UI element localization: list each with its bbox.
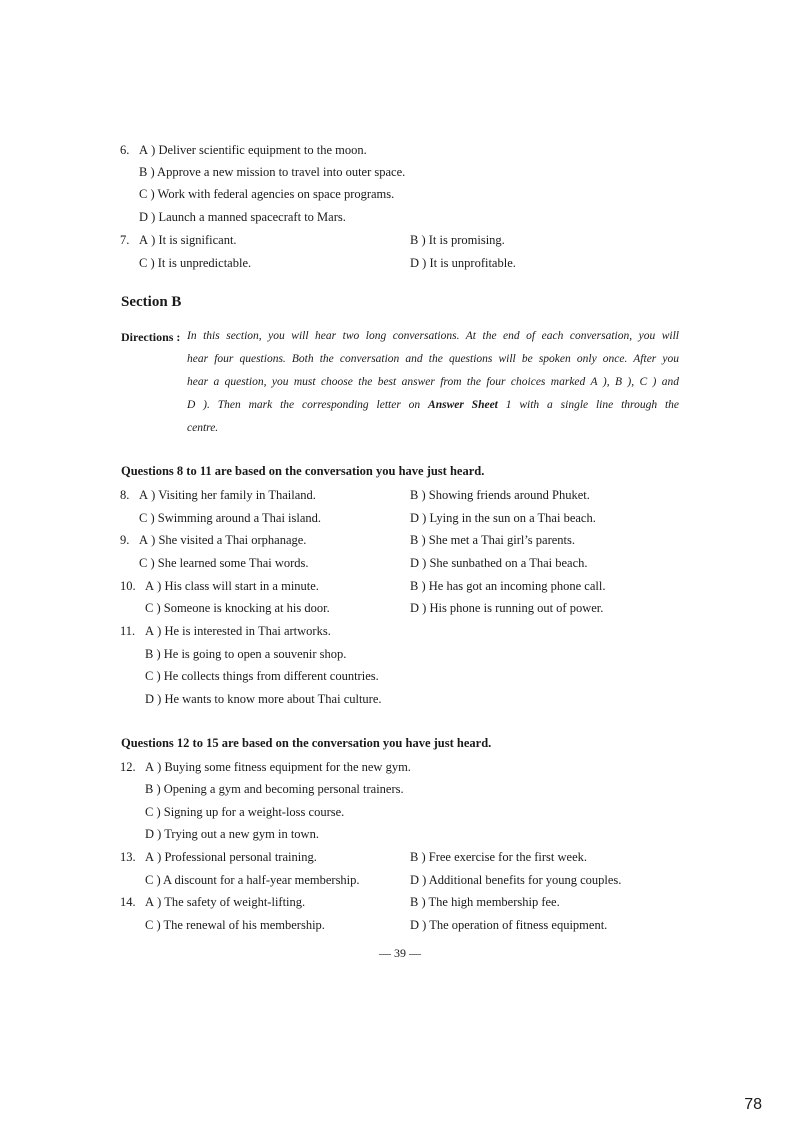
option-a: A ) Professional personal training.	[145, 850, 317, 864]
option-d: D ) She sunbathed on a Thai beach.	[410, 556, 588, 570]
option-b: B ) It is promising.	[410, 233, 505, 247]
directions-line	[187, 399, 679, 411]
question-number: 6.	[120, 143, 130, 157]
question-number: 10.	[120, 579, 136, 593]
question-number: 7.	[120, 233, 130, 247]
question-number: 8.	[120, 488, 130, 502]
option-c: C ) Signing up for a weight-loss course.	[145, 805, 345, 819]
option-c: C ) She learned some Thai words.	[139, 556, 309, 570]
option-c: C ) A discount for a half-year membership.	[145, 873, 360, 887]
question-number: 12.	[120, 760, 136, 774]
question-number: 14.	[120, 895, 136, 909]
option-a: A ) Deliver scientific equipment to the moon.	[139, 143, 367, 157]
option-d: D ) Additional benefits for young couples.	[410, 873, 622, 887]
option-c: C ) It is unpredictable.	[139, 256, 252, 270]
option-b: B ) Opening a gym and becoming personal trainers.	[145, 782, 404, 796]
option-b: B ) He is going to open a souvenir shop.	[145, 647, 347, 661]
directions-line: In this section, you will hear two long conversations. At the end of each conversation, you will	[187, 330, 679, 342]
directions-line: hear a question, you must choose the best answer from the four choices marked A ), B ), C ) and	[187, 376, 679, 388]
option-d: D ) It is unprofitable.	[410, 256, 516, 270]
question-number: 13.	[120, 850, 136, 864]
option-c: C ) Someone is knocking at his door.	[145, 601, 330, 615]
option-a: A ) It is significant.	[139, 233, 237, 247]
directions-line: hear four questions. Both the conversation and the questions will be spoken only once. After you	[187, 353, 679, 365]
corner-page-number: 78	[744, 1096, 762, 1113]
option-d: D ) The operation of fitness equipment.	[410, 918, 608, 932]
option-d: D ) His phone is running out of power.	[410, 601, 604, 615]
question-number: 9.	[120, 533, 130, 547]
option-d: D ) He wants to know more about Thai culture.	[145, 692, 382, 706]
option-d: D ) Launch a manned spacecraft to Mars.	[139, 210, 346, 224]
option-c: C ) He collects things from different countries.	[145, 669, 379, 683]
option-b: B ) Showing friends around Phuket.	[410, 488, 590, 502]
section-title: Section B	[121, 294, 182, 310]
option-a: A ) He is interested in Thai artworks.	[145, 624, 331, 638]
page-number: — 39 —	[379, 946, 421, 960]
question-group-heading: Questions 8 to 11 are based on the conversation you have just heard.	[121, 464, 485, 478]
option-d: D ) Lying in the sun on a Thai beach.	[410, 511, 596, 525]
option-b: B ) Approve a new mission to travel into outer space.	[139, 165, 406, 179]
question-group-heading: Questions 12 to 15 are based on the conversation you have just heard.	[121, 736, 492, 750]
option-a: A ) Visiting her family in Thailand.	[139, 488, 316, 502]
option-d: D ) Trying out a new gym in town.	[145, 827, 319, 841]
option-b: B ) She met a Thai girl’s parents.	[410, 533, 576, 547]
option-c: C ) Swimming around a Thai island.	[139, 511, 322, 525]
option-c: C ) The renewal of his membership.	[145, 918, 325, 932]
option-b: B ) The high membership fee.	[410, 895, 560, 909]
directions-line: centre.	[187, 422, 219, 434]
answer-sheet-label: Answer Sheet	[428, 399, 498, 411]
option-a: A ) His class will start in a minute.	[145, 579, 319, 593]
directions-text: D ). Then mark the corresponding letter on	[187, 399, 421, 411]
question-number: 11.	[120, 624, 136, 638]
directions-text: 1 with a single line through the	[497, 399, 679, 411]
option-c: C ) Work with federal agencies on space programs.	[139, 187, 395, 201]
option-b: B ) Free exercise for the first week.	[410, 850, 588, 864]
option-a: A ) Buying some fitness equipment for the new gym.	[145, 760, 411, 774]
directions-label: Directions :	[121, 330, 181, 344]
option-b: B ) He has got an incoming phone call.	[410, 579, 606, 593]
option-a: A ) The safety of weight-lifting.	[145, 895, 306, 909]
option-a: A ) She visited a Thai orphanage.	[139, 533, 307, 547]
